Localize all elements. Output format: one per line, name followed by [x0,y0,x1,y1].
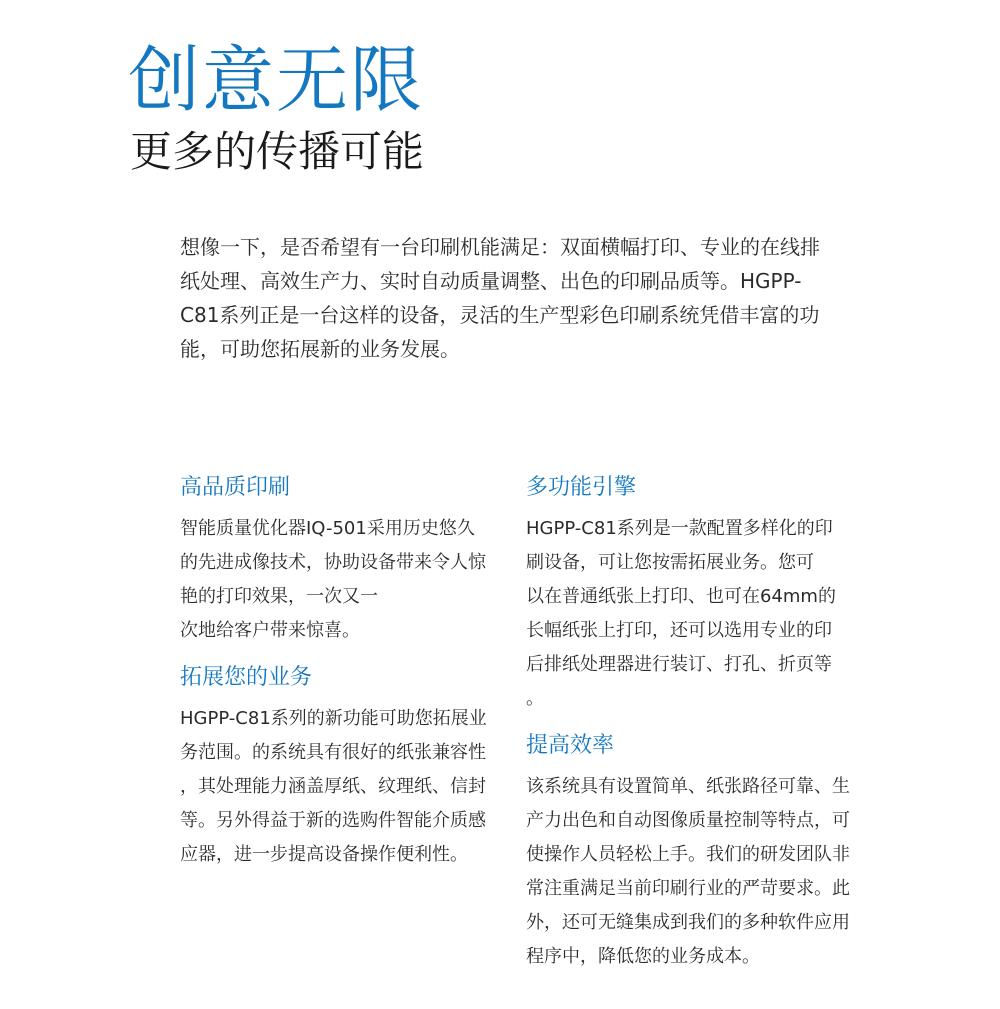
body-line: HGPP-C81系列的新功能可助您拓展业 [180,708,487,729]
body-line: 常注重满足当前印刷行业的严苛要求。此 [526,878,850,899]
intro-line: 纸处理、高效生产力、实时自动质量调整、出色的印刷品质等。HGPP- [180,269,802,293]
section-improve-efficiency [526,728,866,974]
body-line: 。 [526,688,544,709]
intro-line: 想像一下，是否希望有一台印刷机能满足：双面横幅打印、专业的在线排 [180,235,820,259]
body-line: 的先进成像技术，协助设备带来令人惊 [180,552,486,573]
intro-paragraph [180,230,860,366]
section-body [180,702,510,872]
page-title: 创意无限 [128,38,425,122]
body-line: ，其处理能力涵盖厚纸、纹理纸、信封 [180,776,486,797]
section-high-quality-print [180,470,510,648]
right-column [526,470,866,986]
section-body [180,512,510,648]
body-line: 以在普通纸张上打印、也可在64mm的 [526,586,836,607]
section-heading: 拓展您的业务 [180,665,313,690]
body-line: 该系统具有设置简单、纸张路径可靠、生 [526,776,850,797]
section-heading: 高品质印刷 [180,475,291,500]
body-line: 外，还可无缝集成到我们的多种软件应用 [526,912,850,933]
page-subtitle: 更多的传播可能 [130,127,425,176]
section-body [526,512,866,716]
body-line: 使操作人员轻松上手。我们的研发团队非 [526,844,850,865]
section-multifunction-engine [526,470,866,716]
body-line: 产力出色和自动图像质量控制等特点，可 [526,810,850,831]
left-column [180,470,510,884]
body-line: 后排纸处理器进行装订、打孔、折页等 [526,654,832,675]
intro-line: C81系列正是一台这样的设备，灵活的生产型彩色印刷系统凭借丰富的功 [180,303,820,327]
section-heading: 提高效率 [526,733,615,758]
section-expand-business [180,660,510,872]
body-line: 等。另外得益于新的选购件智能介质感 [180,810,486,831]
body-line: 刷设备，可让您按需拓展业务。您可 [526,552,814,573]
body-line: 应器，进一步提高设备操作便利性。 [180,844,468,865]
body-line: 次地给客户带来惊喜。 [180,620,360,641]
body-line: 艳的打印效果，一次又一 [180,586,378,607]
body-line: 务范围。的系统具有很好的纸张兼容性 [180,742,486,763]
section-heading: 多功能引擎 [526,475,637,500]
body-line: HGPP-C81系列是一款配置多样化的印 [526,518,833,539]
body-line: 长幅纸张上打印，还可以选用专业的印 [526,620,832,641]
body-line: 程序中，降低您的业务成本。 [526,946,760,967]
section-body [526,770,866,974]
intro-line: 能，可助您拓展新的业务发展。 [180,337,460,361]
body-line: 智能质量优化器IQ-501采用历史悠久 [180,518,475,539]
